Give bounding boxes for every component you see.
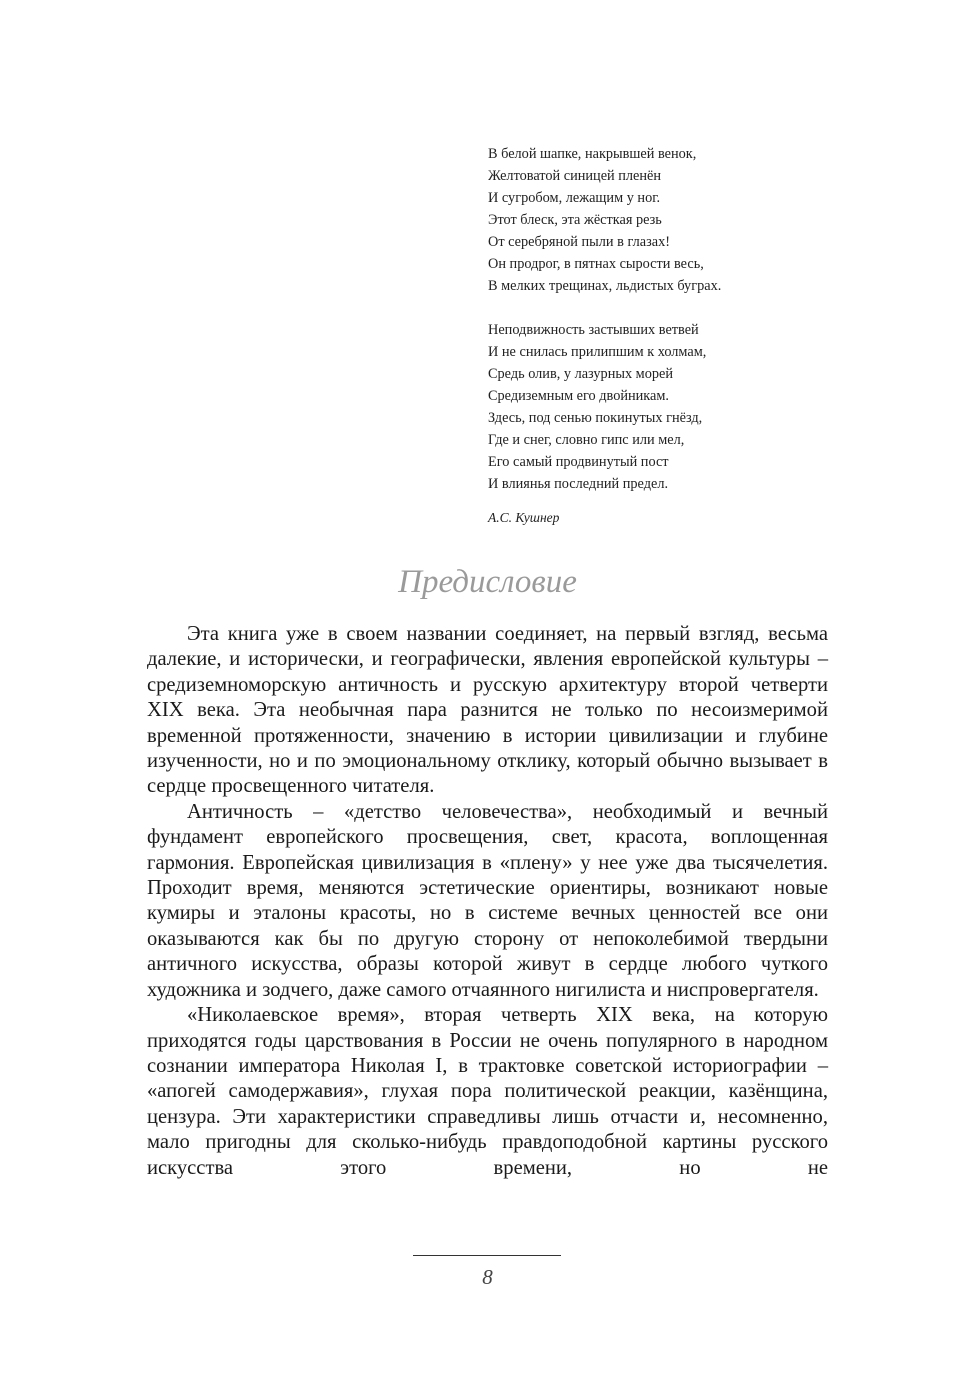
poem-line: Желтоватой синицей пленён <box>488 168 662 184</box>
poem-line: Неподвижность застывших ветвей <box>488 322 699 338</box>
poem-line: Средиземным его двойникам. <box>488 388 669 404</box>
poem-line: Он продрог, в пятнах сырости весь, <box>488 256 704 272</box>
poem-line: Его самый продвинутый пост <box>488 454 669 470</box>
footer-rule <box>413 1255 561 1256</box>
epigraph-poem <box>488 143 908 529</box>
poem-line: От серебряной пыли в глазах! <box>488 234 670 250</box>
poem-line: В мелких трещинах, льдистых буграх. <box>488 278 722 294</box>
poem-line: И сугробом, лежащим у ног. <box>488 190 661 206</box>
poem-line: Средь олив, у лазурных морей <box>488 366 674 382</box>
poem-line: Где и снег, словно гипс или мел, <box>488 432 685 448</box>
poem-line: И влиянья последний предел. <box>488 476 669 492</box>
poem-line: И не снилась прилипшим к холмам, <box>488 344 707 360</box>
chapter-title: Предисловие <box>398 564 577 600</box>
poem-stanza-1 <box>488 143 908 297</box>
poem-line: В белой шапке, накрывшей венок, <box>488 146 697 162</box>
page-number: 8 <box>482 1265 493 1289</box>
poem-line: Этот блеск, эта жёсткая резь <box>488 212 662 228</box>
body-text <box>147 622 828 1181</box>
body-paragraph: Эта книга уже в своем названии соединяет, на первый взгляд, весьма далекие, и исторически, и географически, явления европейской культуры – средиземноморскую античность и русскую архитектуру второй четверти XIX века. Эта необычная пара разнится не только по несоизмеримой временной протяженности, значению в истории цивилизации и глубине изученности, но и по эмоциональному отклику, который обычно вызывает в сердце просвещенного читателя. <box>147 623 828 798</box>
poem-line: Здесь, под сенью покинутых гнёзд, <box>488 410 703 426</box>
body-paragraph: «Николаевское время», вторая четверть XIX века, на которую приходятся годы царствования в России не очень популярного в народном сознании императора Николая I, в трактовке советской историографии – «апогей самодержавия», глухая пора политической реакции, казёнщина, цензура. Эти характеристики справедливы лишь отчасти и, несомненно, мало пригодны для сколько-нибудь правдоподобной картины русского искусства этого времени, но не <box>147 1004 828 1179</box>
body-paragraph: Античность – «детство человечества», необходимый и вечный фундамент европейского просвещения, свет, красота, воплощенная гармония. Европейская цивилизация в «плену» у нее уже два тысячелетия. Проходит время, меняются эстетические ориентиры, возникают новые кумиры и эталоны красоты, но в системе вечных ценностей все они оказываются как бы по другую сторону от непоколебимой твердыни античного искусства, образы которой живут в сердце любого чуткого художника и зодчего, даже самого отчаянного нигилиста и ниспровергателя. <box>147 800 828 1001</box>
poem-stanza-2 <box>488 319 908 495</box>
poem-author: А.С. Кушнер <box>488 510 560 525</box>
